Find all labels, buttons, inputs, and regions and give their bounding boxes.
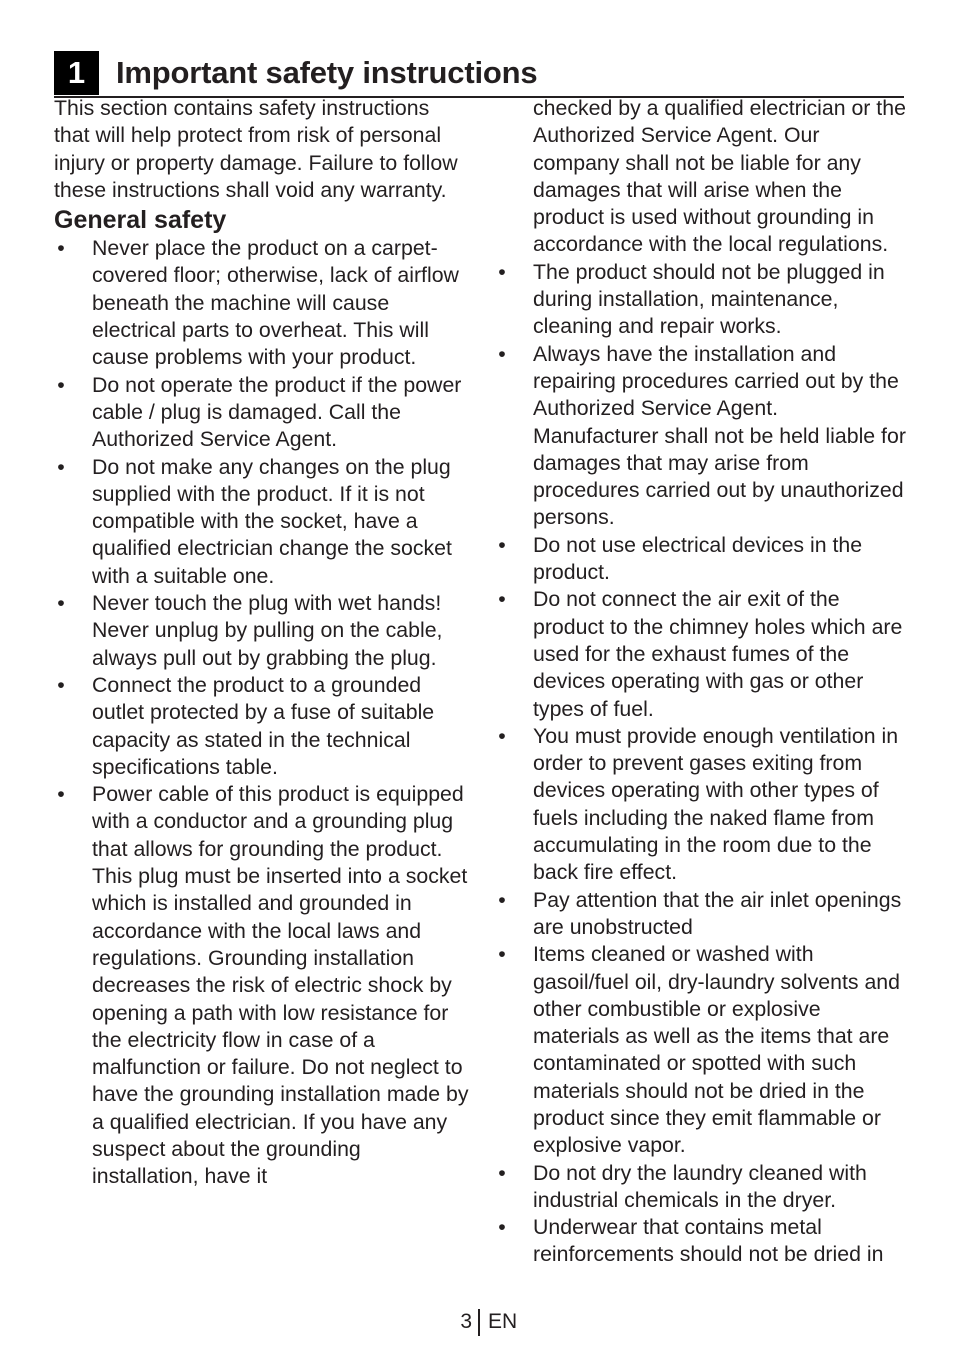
general-safety-heading: General safety (54, 206, 227, 235)
bullet-icon: • (498, 887, 506, 912)
list-item-text: Do not make any changes on the plug supplied with the product. If it is not compatible with the socket, have a qualified electrician change the socket with a suitable one. (92, 454, 452, 588)
list-item (54, 454, 469, 590)
list-item-text: Always have the installation and repairing procedures carried out by the Authorized Service Agent. Manufacturer shall not be held liable for damages that may arise from procedures carried out by unauthorized persons. (533, 341, 906, 530)
list-item (495, 341, 907, 532)
list-item-text: Do not use electrical devices in the product. (533, 532, 863, 585)
list-item-text: Do not connect the air exit of the product to the chimney holes which are used for the exhaust fumes of the devices operating with gas or other types of fuel. (533, 587, 903, 721)
list-item-text: You must provide enough ventilation in order to prevent gases exiting from devices operating with other types of fuels including the naked flame from accumulating in the room due to the back fire effect. (533, 723, 899, 885)
language-code: EN (488, 1310, 518, 1333)
list-item (495, 532, 907, 587)
list-item-text: Items cleaned or washed with gasoil/fuel oil, dry-laundry solvents and other combustible or explosive materials as well as the items that are contaminated or spotted with such materials should not be dried in the product since they emit flammable or explosive vapor. (533, 942, 900, 1158)
bullet-icon: • (498, 723, 506, 748)
list-item (54, 235, 469, 371)
list-item (54, 590, 469, 672)
left-bullet-list (54, 235, 469, 1190)
left-column (54, 95, 469, 1191)
page-footer (0, 1308, 954, 1336)
section-header (54, 50, 904, 98)
bullet-icon: • (498, 532, 506, 557)
bullet-icon: • (57, 672, 65, 697)
list-item-text: Underwear that contains metal reinforcements should not be dried in (533, 1215, 884, 1267)
list-item (495, 586, 907, 722)
list-item-text: The product should not be plugged in during installation, maintenance, cleaning and repair works. (533, 259, 885, 339)
bullet-icon: • (57, 372, 65, 397)
list-item-text: Never place the product on a carpet-covered floor; otherwise, lack of airflow beneath the machine will cause electrical parts to overheat. This will cause problems with your product. (92, 236, 459, 370)
bullet-icon: • (57, 454, 65, 479)
right-column (495, 95, 907, 1269)
list-item (54, 781, 469, 1190)
list-item (54, 672, 469, 781)
bullet-icon: • (498, 942, 506, 967)
continued-paragraph: checked by a qualified electrician or the Authorized Service Agent. Our company shall not be liable for any damages that will arise when the product is used without grounding in accordance with the local regulations. (533, 96, 906, 257)
section-number-badge: 1 (54, 51, 99, 95)
bullet-icon: • (57, 236, 65, 261)
list-item (54, 372, 469, 454)
footer-divider (478, 1309, 480, 1336)
list-item-text: Connect the product to a grounded outlet protected by a fuse of suitable capacity as stated in the technical specifications table. (92, 672, 435, 779)
page-number: 3 (460, 1310, 472, 1333)
section-title: Important safety instructions (116, 55, 538, 90)
bullet-icon: • (57, 591, 65, 616)
bullet-icon: • (498, 587, 506, 612)
list-item-text: Never touch the plug with wet hands! Never unplug by pulling on the cable, always pull out by grabbing the plug. (92, 591, 443, 670)
list-item (495, 723, 907, 887)
intro-paragraph: This section contains safety instructions that will help protect from risk of personal injury or property damage. Failure to follow these instructions shall void any warranty. (54, 96, 458, 202)
list-item (495, 1214, 907, 1269)
list-item-text: Pay attention that the air inlet openings are unobstructed (533, 887, 902, 939)
list-item (495, 1160, 907, 1215)
list-item (495, 941, 907, 1159)
bullet-icon: • (57, 782, 65, 807)
bullet-icon: • (498, 259, 506, 284)
bullet-icon: • (498, 1160, 506, 1185)
right-bullet-list (495, 259, 907, 1269)
list-item-text: Do not operate the product if the power cable / plug is damaged. Call the Authorized Service Agent. (92, 372, 462, 452)
list-item-text: Do not dry the laundry cleaned with industrial chemicals in the dryer. (533, 1160, 867, 1212)
bullet-icon: • (498, 341, 506, 366)
list-item (495, 259, 907, 341)
list-item-text: Power cable of this product is equipped with a conductor and a grounding plug that allows for grounding the product. This plug must be inserted into a socket which is installed and grounded in accordance with the local laws and regulations. Grounding installation decreases the risk of electric shock by opening a path with low resistance for the electricity flow in case of a malfunction or failure. Do not neglect to have the grounding installation made by a qualified electrician. If you have any suspect about the grounding installation, have it (92, 782, 469, 1189)
list-item (495, 887, 907, 942)
bullet-icon: • (498, 1215, 506, 1240)
